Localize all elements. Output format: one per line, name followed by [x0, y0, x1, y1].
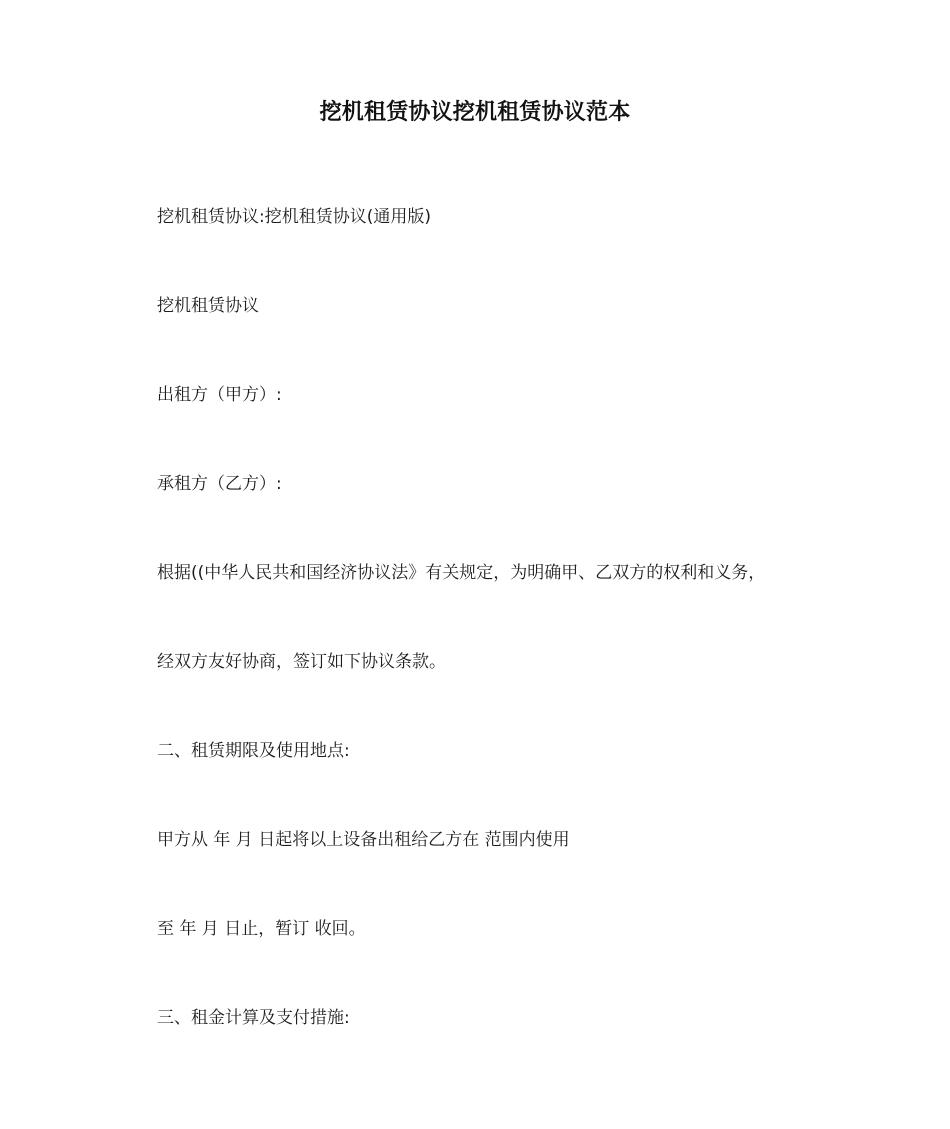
paragraph-term-start: 甲方从 年 月 日起将以上设备出租给乙方在 范围内使用: [157, 830, 570, 850]
section-heading-rent: 三、租金计算及支付措施:: [157, 1008, 350, 1028]
paragraph-lessee: 承租方（乙方）:: [157, 474, 282, 494]
section-heading-term: 二、租赁期限及使用地点:: [157, 741, 350, 761]
paragraph-agreement: 经双方友好协商，签订如下协议条款。: [157, 652, 446, 672]
paragraph-subtitle: 挖机租赁协议:挖机租赁协议(通用版): [157, 207, 431, 227]
paragraph-term-end: 至 年 月 日止，暂订 收回。: [157, 919, 366, 939]
paragraph-heading: 挖机租赁协议: [157, 296, 259, 316]
document-title: 挖机租赁协议挖机租赁协议范本: [319, 100, 631, 125]
paragraph-legal-basis: 根据((中华人民共和国经济协议法》有关规定，为明确甲、乙双方的权利和义务，: [157, 563, 766, 583]
paragraph-lessor: 出租方（甲方）:: [157, 385, 282, 405]
